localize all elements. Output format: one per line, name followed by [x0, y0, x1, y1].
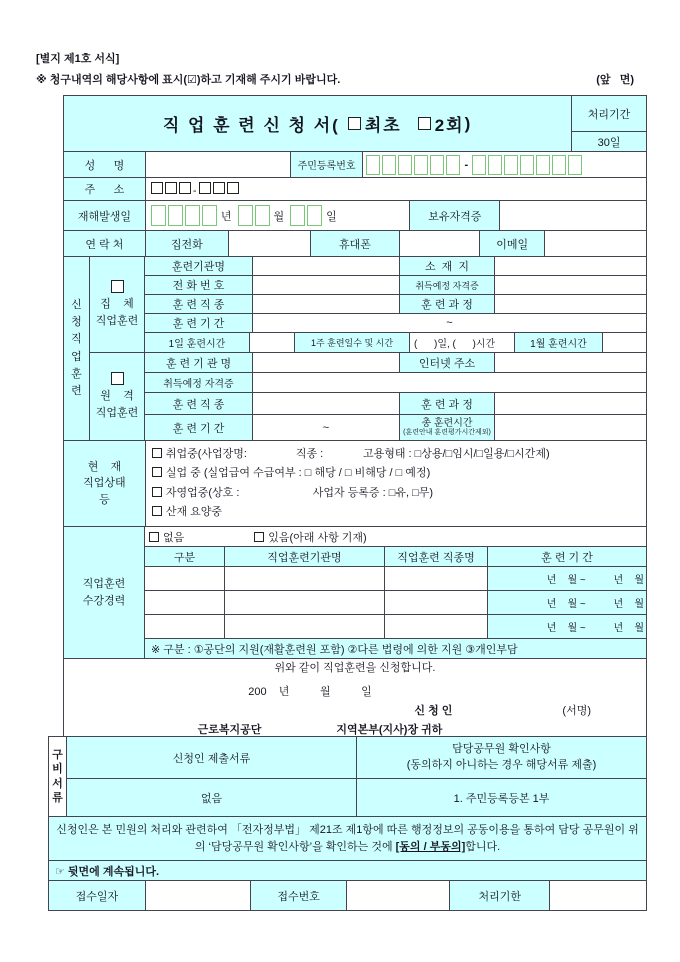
collective-course-field[interactable]: [495, 295, 647, 314]
history-row: [145, 567, 647, 591]
receipt-row: [49, 881, 647, 911]
history-occupation-field[interactable]: [385, 567, 488, 591]
remote-period-field[interactable]: ~: [253, 415, 400, 441]
consent-text: 신청인은 본 민원의 처리와 관련하여 「전자정부법」 제21조 제1항에 따른 행정정보의 공동이용을 통하여 담당 공무원이 위의 ‘담당공무원 확인사항’을 확인하는 것에 [동의 / 부동의]합니다.: [56, 824, 639, 854]
day-suffix: 일: [326, 210, 337, 223]
official-check-value: 1. 주민등록등본 1부: [357, 779, 647, 817]
history-org-field[interactable]: [225, 615, 385, 639]
checkbox-first-time[interactable]: [348, 117, 361, 130]
receipt-date-field[interactable]: [146, 881, 251, 911]
address-field[interactable]: [146, 178, 647, 201]
email-label: 이메일: [480, 231, 545, 257]
checkbox-second-time[interactable]: [418, 117, 431, 130]
home-phone-field[interactable]: [229, 231, 311, 257]
history-occupation-field[interactable]: [385, 615, 488, 639]
official-check-label: 담당공무원 확인사항 (동의하지 아니하는 경우 해당서류 제출): [357, 737, 647, 779]
training-history-label: 직업훈련 수강경력: [64, 527, 145, 659]
collective-cert-field[interactable]: [495, 276, 647, 295]
declaration-date-line: 200 년 월 일: [248, 685, 372, 698]
current-status-label: 현 재 직업상태 등: [64, 441, 146, 527]
remote-cert-label: 취득예정 자격증: [145, 373, 253, 393]
title-table: [63, 95, 647, 152]
history-org-field[interactable]: [225, 591, 385, 615]
year-suffix: 년: [220, 210, 232, 223]
recipient-label: 지역본부(지사)장 귀하: [336, 723, 443, 736]
collective-cert-label: 취득예정 자격증: [400, 276, 495, 295]
home-phone-label: 집전화: [146, 231, 229, 257]
history-type-field[interactable]: [145, 567, 225, 591]
collective-period-field[interactable]: ~: [253, 314, 647, 333]
deadline-label: 처리기한: [450, 881, 550, 911]
rrn-boxes[interactable]: [363, 152, 647, 178]
email-field[interactable]: [545, 231, 647, 257]
remote-training-label: 원 격 직업훈련: [90, 353, 145, 441]
status-employed-option[interactable]: 취업중(사업장명: 직종 : 고용형태 : □상용/□임시/□일용/□시간제): [152, 445, 550, 464]
main-table: [63, 152, 647, 737]
checkbox-self-employed[interactable]: [152, 487, 162, 497]
remote-training-block: [90, 353, 647, 441]
checkbox-employed[interactable]: [152, 448, 162, 458]
monthly-hours-label: 1월 훈련시간: [515, 333, 603, 353]
training-history-section: [64, 527, 647, 659]
instruction-line: [36, 71, 634, 87]
history-header-org: 직업훈련기관명: [225, 547, 385, 567]
history-none-row: 없음 있음(아래 사항 기재): [145, 527, 647, 547]
declaration-section: [64, 659, 647, 737]
checkbox-collective[interactable]: [111, 280, 124, 293]
accident-date-label: 재해발생일: [64, 201, 146, 231]
postal-code-boxes[interactable]: -: [150, 182, 240, 197]
current-status-options: [146, 441, 647, 527]
contact-label: 연 락 처: [64, 231, 146, 257]
total-hours-label: 총 훈련시간 (훈련안내 훈련평가시간제외): [400, 415, 495, 441]
weekly-hours-label: 1주 훈련일수 및 시간: [295, 333, 410, 353]
current-status-section: [64, 441, 647, 527]
remote-course-field[interactable]: [495, 393, 647, 415]
mobile-field[interactable]: [400, 231, 480, 257]
processing-time-label: 처리기간: [572, 96, 647, 132]
history-org-field[interactable]: [225, 567, 385, 591]
instruction-text: ※ 청구내역의 해당사항에 표시(☑)하고 기재해 주시기 바랍니다.: [36, 74, 341, 86]
remote-org-label: 훈 련 기 관 명: [145, 353, 253, 373]
history-row: [145, 615, 647, 639]
collective-period-label: 훈 련 기 간: [145, 314, 253, 333]
collective-training-label: 집 체 직업훈련: [90, 257, 145, 353]
daily-hours-label: 1일 훈련시간: [145, 333, 250, 353]
rrn-hyphen: -: [464, 158, 469, 171]
daily-hours-field[interactable]: [250, 333, 295, 353]
collective-phone-field[interactable]: [253, 276, 400, 295]
history-header-occupation: 직업훈련 직종명: [385, 547, 488, 567]
internet-address-label: 인터넷 주소: [400, 353, 495, 373]
status-unemployed-option[interactable]: 실업 중 (실업급여 수급여부 : □ 해당 / □ 비해당 / □ 예정): [152, 464, 430, 483]
remote-cert-field[interactable]: [253, 373, 647, 393]
page-side-label: (앞 면): [596, 74, 634, 86]
remote-occupation-label: 훈 련 직 종: [145, 393, 253, 415]
deadline-field[interactable]: [550, 881, 647, 911]
collective-org-field[interactable]: [253, 257, 400, 276]
form-title: 직 업 훈 련 신 청 서( 최초 2회 ): [64, 96, 572, 152]
collective-occupation-field[interactable]: [253, 295, 400, 314]
accident-date-field[interactable]: [146, 201, 411, 231]
month-suffix: 월: [273, 210, 285, 223]
collective-course-label: 훈 련 과 정: [400, 295, 495, 314]
history-header-row: [145, 547, 647, 567]
held-certificate-field[interactable]: [500, 201, 647, 231]
internet-address-field[interactable]: [495, 353, 647, 373]
bottom-block: [48, 736, 647, 911]
history-header-type: 구분: [145, 547, 225, 567]
mobile-label: 휴대폰: [311, 231, 401, 257]
monthly-hours-field[interactable]: [603, 333, 647, 353]
processing-time-value: 30일: [572, 132, 647, 152]
status-care-option[interactable]: 산재 요양중: [152, 503, 222, 522]
declaration-statement: 위와 같이 직업훈련을 신청합니다.: [274, 661, 436, 674]
declaration-sign-line: [64, 702, 646, 718]
applied-training-vertical-label: 신 청 직 업 훈 련: [64, 257, 90, 441]
consent-choice[interactable]: [동의 / 부동의]: [395, 841, 466, 854]
collective-phone-label: 전 화 번 호: [145, 276, 253, 295]
applicant-label: 신 청 인: [414, 704, 453, 717]
history-note: ※ 구분 : ①공단의 지원(재활훈련원 포함) ②다른 법령에 의한 지원 ③개인부담: [145, 639, 647, 659]
address-label: 주 소: [64, 178, 146, 201]
applicant-docs-label: 신청인 제출서류: [67, 737, 357, 779]
history-period-field[interactable]: 년 월 ~ 년 월: [488, 567, 647, 591]
history-header-period: 훈 련 기 간: [488, 547, 647, 567]
checkbox-unemployed[interactable]: [152, 467, 162, 477]
collective-location-label: 소 재 지: [400, 257, 495, 276]
collective-training-block: [90, 257, 647, 353]
declaration-recipient-line: [64, 721, 611, 737]
collective-org-label: 훈련기관명: [145, 257, 253, 276]
history-period-field[interactable]: 년 월 ~ 년 월: [488, 615, 647, 639]
collective-location-field[interactable]: [495, 257, 647, 276]
rrn-label: 주민등록번호: [291, 152, 364, 178]
total-hours-field[interactable]: [495, 415, 647, 441]
collective-occupation-label: 훈 련 직 종: [145, 295, 253, 314]
checkbox-history-none[interactable]: [149, 532, 159, 542]
remote-course-label: 훈 련 과 정: [400, 393, 495, 415]
doc-note: [별지 제1호 서식]: [36, 53, 120, 65]
consent-section: [49, 817, 647, 861]
status-self-employed-option[interactable]: 자영업중(상호 : 사업자 등록증 : □유, □무): [152, 484, 433, 503]
receipt-number-label: 접수번호: [251, 881, 348, 911]
history-type-field[interactable]: [145, 615, 225, 639]
required-documents-section: [49, 737, 647, 817]
history-occupation-field[interactable]: [385, 591, 488, 615]
applied-training-section: [64, 257, 647, 441]
org-name: 근로복지공단: [197, 723, 262, 736]
checkbox-history-has[interactable]: [254, 532, 264, 542]
checkbox-care[interactable]: [152, 506, 162, 516]
history-row: [145, 591, 647, 615]
receipt-date-label: 접수일자: [49, 881, 146, 911]
history-type-field[interactable]: [145, 591, 225, 615]
name-field[interactable]: [146, 152, 291, 178]
applicant-docs-value: 없음: [67, 779, 357, 817]
held-certificate-label: 보유자격증: [410, 201, 500, 231]
checkbox-remote[interactable]: [111, 372, 124, 385]
name-label: 성 명: [64, 152, 146, 178]
signature-label: (서명): [562, 704, 591, 717]
continued-notice: ☞ 뒷면에 계속됩니다.: [49, 861, 647, 881]
weekly-hours-field[interactable]: ( )일, ( )시간: [410, 333, 515, 353]
remote-org-field[interactable]: [253, 353, 400, 373]
remote-period-label: 훈 련 기 간: [145, 415, 253, 441]
receipt-number-field[interactable]: [347, 881, 450, 911]
required-documents-vertical-label: 구 비 서 류: [49, 737, 67, 817]
history-period-field[interactable]: 년 월 ~ 년 월: [488, 591, 647, 615]
remote-occupation-field[interactable]: [253, 393, 400, 415]
